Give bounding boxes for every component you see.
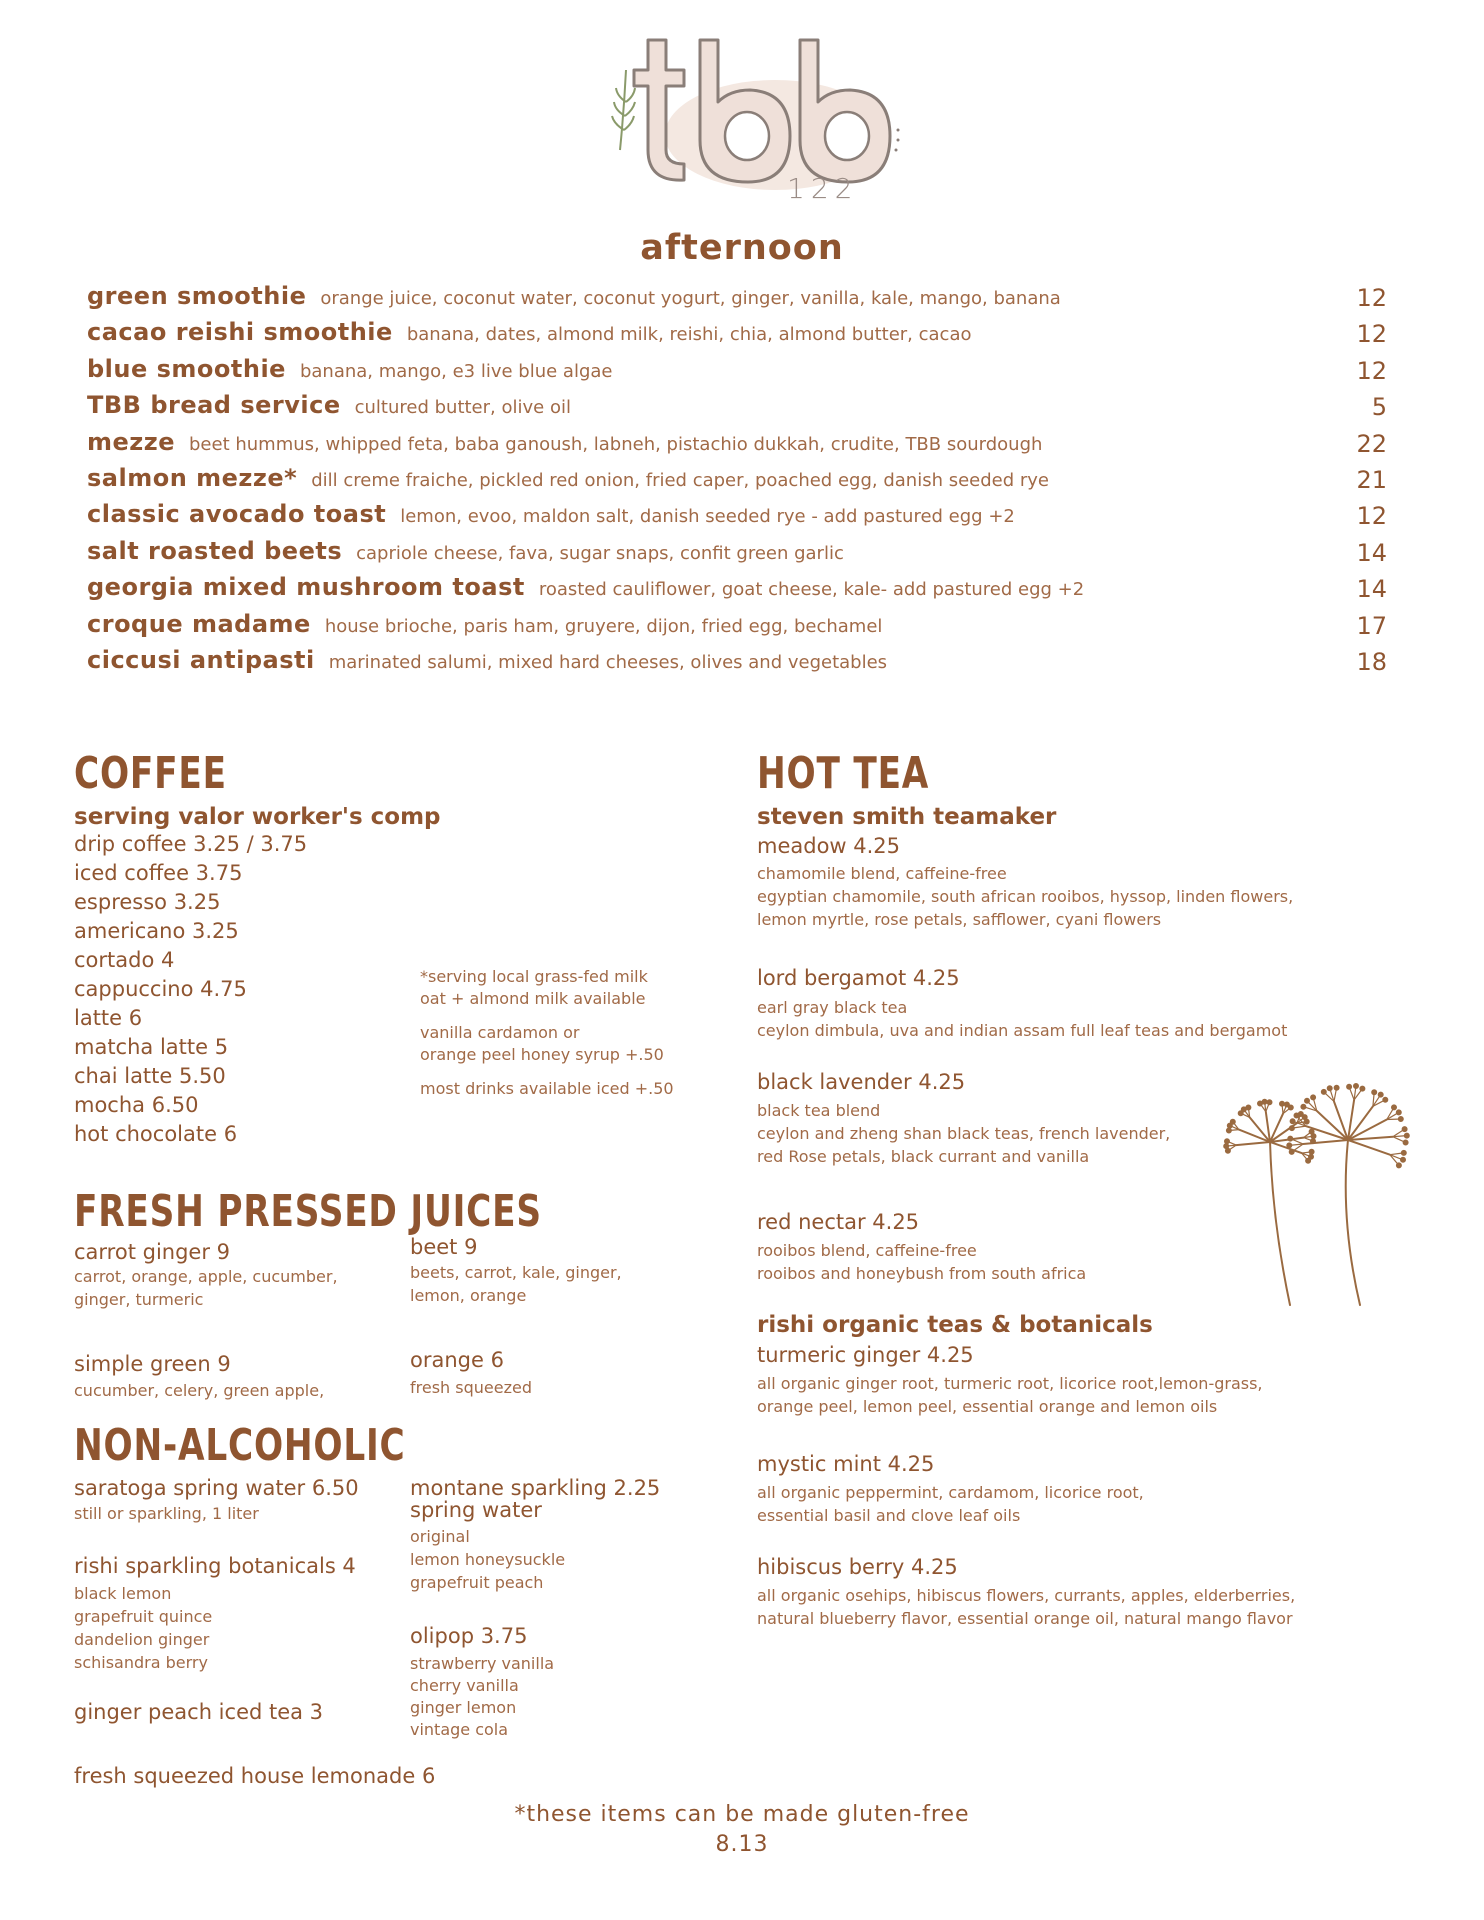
drink-name: ginger peach iced tea 3 [74,1700,324,1724]
menu-item [87,464,1387,500]
item-desc: dill creme fraiche, pickled red onion, fried caper, poached egg, danish seeded rye [311,470,1050,491]
drink-name: fresh squeezed house lemonade 6 [74,1764,436,1788]
coffee-subtitle: serving valor worker's comp [74,804,441,830]
coffee-note: *serving local grass-fed milk [420,967,648,986]
tea-desc: lemon myrtle, rose petals, safflower, cyani flowers [757,910,1162,929]
item-price: 14 [1356,538,1387,567]
afternoon-title: afternoon [640,228,844,268]
tea-desc: natural blueberry flavor, essential orange oil, natural mango flavor [757,1609,1293,1628]
item-price: 12 [1356,502,1387,531]
coffee-title: COFFEE [74,748,227,799]
coffee-note: most drinks available iced +.50 [420,1079,674,1098]
tea-name: lord bergamot 4.25 [757,966,960,990]
coffee-item: mocha 6.50 [74,1093,199,1117]
coffee-item: chai latte 5.50 [74,1064,226,1088]
drink-desc: lemon honeysuckle [410,1550,566,1569]
coffee-item: cappuccino 4.75 [74,977,247,1001]
item-desc: house brioche, paris ham, gruyere, dijon, fried egg, bechamel [324,615,883,637]
item-desc: capriole cheese, fava, sugar snaps, confit green garlic [356,542,844,564]
tea-desc: all organic peppermint, cardamom, licorice root, [757,1483,1144,1502]
tea-desc: all organic osehips, hibiscus flowers, currants, apples, elderberries, [757,1586,1296,1605]
drink-name: rishi sparkling botanicals 4 [74,1554,356,1578]
tea-title: HOT TEA [757,748,930,799]
item-price: 12 [1356,356,1387,385]
tea-desc: ceylon dimbula, uva and indian assam full leaf teas and bergamot [757,1021,1288,1040]
tea-name: red nectar 4.25 [757,1210,920,1234]
tea-subtitle: steven smith teamaker [757,804,1057,830]
juice-name: carrot ginger 9 [74,1240,231,1264]
gluten-free-note: *these items can be made gluten-free [514,1802,970,1827]
coffee-item: iced coffee 3.75 [74,861,243,885]
coffee-note: orange peel honey syrup +.50 [420,1045,664,1064]
dandelion-illustration [1210,1070,1420,1310]
drink-name: olipop 3.75 [410,1624,528,1648]
menu-item [87,318,1387,354]
coffee-note: vanilla cardamon or [420,1023,580,1042]
drink-desc: dandelion ginger [74,1630,210,1649]
menu-item [87,355,1387,391]
item-desc: banana, mango, e3 live blue algae [299,360,613,382]
tea-desc: all organic ginger root, turmeric root, licorice root,lemon-grass, [757,1374,1263,1393]
item-name: TBB bread service [87,391,341,420]
drink-desc: ginger lemon [410,1698,517,1717]
item-name: croque madame [87,609,311,638]
drink-desc: schisandra berry [74,1653,208,1672]
tea-desc: rooibos blend, caffeine-free [757,1241,977,1260]
juices-title: FRESH PRESSED JUICES [74,1186,542,1237]
juice-name: orange 6 [410,1348,504,1372]
menu-item [87,282,1387,318]
coffee-item: americano 3.25 [74,919,239,943]
tea-desc: rooibos and honeybush from south africa [757,1264,1087,1283]
item-desc: orange juice, coconut water, coconut yogurt, ginger, vanilla, kale, mango, banana [320,288,1061,309]
menu-item [87,537,1387,573]
drink-desc: vintage cola [410,1720,509,1739]
coffee-item: drip coffee 3.25 / 3.75 [74,832,308,856]
juice-desc: carrot, orange, apple, cucumber, [74,1267,338,1286]
drink-desc: grapefruit quince [74,1607,213,1626]
juice-desc: beets, carrot, kale, ginger, [410,1263,622,1282]
item-price: 12 [1356,284,1387,312]
drink-name: saratoga spring water 6.50 [74,1476,359,1500]
coffee-item: latte 6 [74,1006,143,1030]
tea-name: hibiscus berry 4.25 [757,1555,958,1579]
drink-desc: still or sparkling, 1 liter [74,1504,259,1523]
tea-name: mystic mint 4.25 [757,1452,935,1476]
tea-desc: egyptian chamomile, south african rooibos, hyssop, linden flowers, [757,887,1294,906]
menu-item [87,391,1387,427]
menu-item [87,610,1387,646]
item-name: mezze [87,427,175,456]
item-desc: marinated salumi, mixed hard cheeses, olives and vegetables [328,652,888,673]
menu-item [87,428,1387,464]
item-price: 5 [1371,393,1387,422]
drink-desc: black lemon [74,1584,172,1603]
tea-desc: red Rose petals, black currant and vanilla [757,1147,1090,1166]
juice-desc: cucumber, celery, green apple, [74,1381,325,1400]
menu-item [87,646,1387,682]
item-name: salt roasted beets [87,536,343,565]
item-desc: cultured butter, olive oil [354,397,571,419]
item-name: salmon mezze* [87,464,298,492]
drink-desc: grapefruit peach [410,1573,544,1592]
item-desc: lemon, evoo, maldon salt, danish seeded rye - add pastured egg +2 [400,506,1015,528]
tea-name: meadow 4.25 [757,834,901,858]
item-name: green smoothie [87,282,307,310]
tea-desc: chamomile blend, caffeine-free [757,864,1007,883]
drink-name: montane sparkling 2.25 [410,1476,661,1500]
tea-desc: ceylon and zheng shan black teas, french lavender, [757,1124,1171,1143]
coffee-note: oat + almond milk available [420,989,646,1008]
item-name: classic avocado toast [87,500,387,529]
tea-name: black lavender 4.25 [757,1070,966,1094]
item-price: 22 [1356,429,1387,458]
tea-subtitle: rishi organic teas & botanicals [757,1312,1153,1338]
item-name: georgia mixed mushroom toast [87,573,525,602]
drink-desc: strawberry vanilla [410,1654,555,1673]
juice-name: simple green 9 [74,1352,231,1376]
coffee-item: matcha latte 5 [74,1035,229,1059]
item-price: 17 [1356,611,1387,640]
tea-desc: earl gray black tea [757,998,908,1017]
item-desc: banana, dates, almond milk, reishi, chia, almond butter, cacao [406,324,972,346]
item-price: 14 [1356,575,1387,604]
juice-desc: fresh squeezed [410,1378,532,1397]
menu-item [87,573,1387,609]
drink-desc: original [410,1527,470,1546]
coffee-item: espresso 3.25 [74,890,221,914]
coffee-item: hot chocolate 6 [74,1122,238,1146]
item-price: 18 [1356,648,1387,676]
item-desc: beet hummus, whipped feta, baba ganoush, labneh, pistachio dukkah, crudite, TBB sourdough [189,433,1043,455]
logo-number: 122 [787,172,859,205]
tea-name: turmeric ginger 4.25 [757,1343,974,1367]
drink-desc: cherry vanilla [410,1676,519,1695]
item-desc: roasted cauliflower, goat cheese, kale- add pastured egg +2 [538,579,1085,601]
drink-name: spring water [410,1498,542,1522]
menu-item [87,500,1387,536]
item-price: 21 [1356,466,1387,494]
juice-desc: ginger, turmeric [74,1290,204,1309]
juice-name: beet 9 [410,1235,478,1259]
tea-desc: orange peel, lemon peel, essential orange and lemon oils [757,1397,1218,1416]
item-name: blue smoothie [87,354,286,383]
item-price: 12 [1356,320,1387,349]
tea-desc: essential basil and clove leaf oils [757,1506,1021,1525]
juice-desc: lemon, orange [410,1286,527,1305]
menu-date: 8.13 [715,1832,769,1857]
coffee-item: cortado 4 [74,948,175,972]
tea-desc: black tea blend [757,1101,881,1120]
nonalc-title: NON-ALCOHOLIC [74,1420,406,1471]
item-name: ciccusi antipasti [87,646,315,674]
item-name: cacao reishi smoothie [87,318,393,347]
